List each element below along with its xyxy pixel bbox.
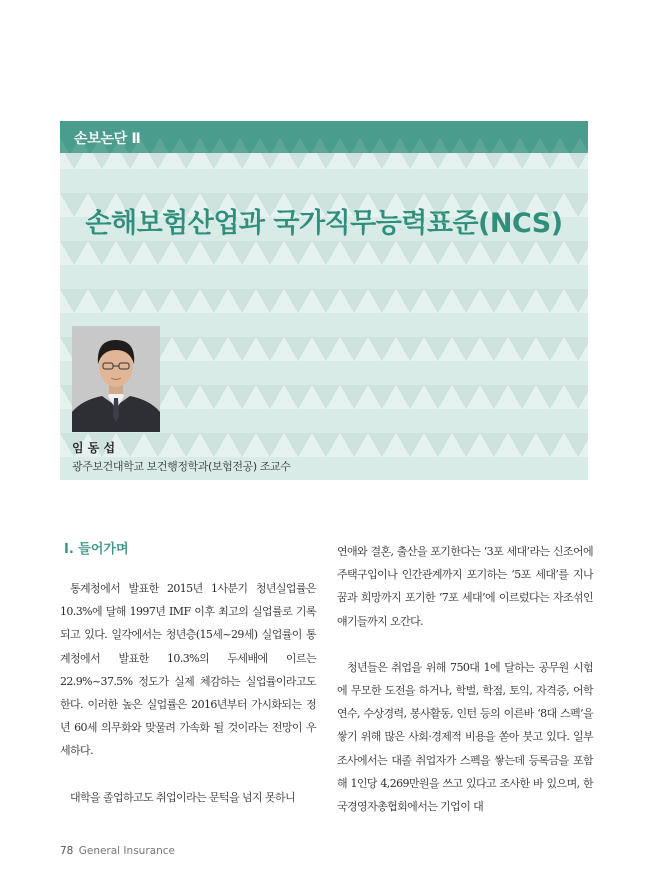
author-name: 임 동 섭 <box>72 441 116 455</box>
page-number: 78 <box>60 845 74 857</box>
left-column <box>60 538 316 809</box>
section-heading: Ⅰ. 들어가며 <box>64 542 129 557</box>
author-portrait-image <box>72 326 160 432</box>
page-footer <box>60 845 175 857</box>
paragraph-gap <box>337 633 593 656</box>
paragraph: 연애와 결혼, 출산을 포기한다는 ‘3포 세대’라는 신조어에 주택구입이나 인간관계까지 포기하는 ‘5포 세대’를 지나 꿈과 희망까지 포기한 ‘7포 세대’에 이르렀다는 자조섞인 얘기들까지 오간다. <box>337 545 593 628</box>
article-title: 손해보험산업과 국가직무능력표준(NCS) <box>85 208 563 239</box>
paragraph: 대학을 졸업하고도 취업이라는 문턱을 넘지 못하니 <box>70 790 296 804</box>
paragraph: 통계청에서 발표한 2015년 1사분기 청년실업률은 10.3%에 달해 1997년 IMF 이후 최고의 실업률로 기록되고 있다. 일각에서는 청년층(15세~29세) 실업률이 통계청에서 발표한 10.3%의 두세배에 이르는 22.9%~37.5% 정도가 실제 체감하는 실업률이라고도 한다. 이러한 높은 실업률은 2016년부터 가시화되는 정년 60세 의무화와 맞물려 가속화 될 것이라는 전망이 우세하다. <box>60 582 316 758</box>
section-tag: 손보논단 Ⅱ <box>74 131 141 147</box>
right-column <box>337 540 593 818</box>
publication-name: General Insurance <box>78 845 175 857</box>
author-photo <box>72 326 160 432</box>
author-affiliation: 광주보건대학교 보건행정학과(보험전공) 조교수 <box>72 460 291 473</box>
paragraph-gap <box>60 763 316 786</box>
paragraph: 청년들은 취업을 위해 750대 1에 달하는 공무원 시험에 무모한 도전을 하거나, 학벌, 학점, 토익, 자격증, 어학연수, 수상경력, 봉사활동, 인턴 등의 이른바 ‘8대 스펙’을 쌓기 위해 많은 사회·경제적 비용을 쏟아 붓고 있다. 일부 조사에서는 대졸 취업자가 스펙을 쌓는데 등록금을 포함해 1인당 4,269만원을 쓰고 있다고 조사한 바 있으며, 한국경영자총협회에서는 기업이 대 <box>337 660 593 814</box>
article-banner <box>60 121 588 480</box>
banner-header-strip <box>60 121 588 153</box>
